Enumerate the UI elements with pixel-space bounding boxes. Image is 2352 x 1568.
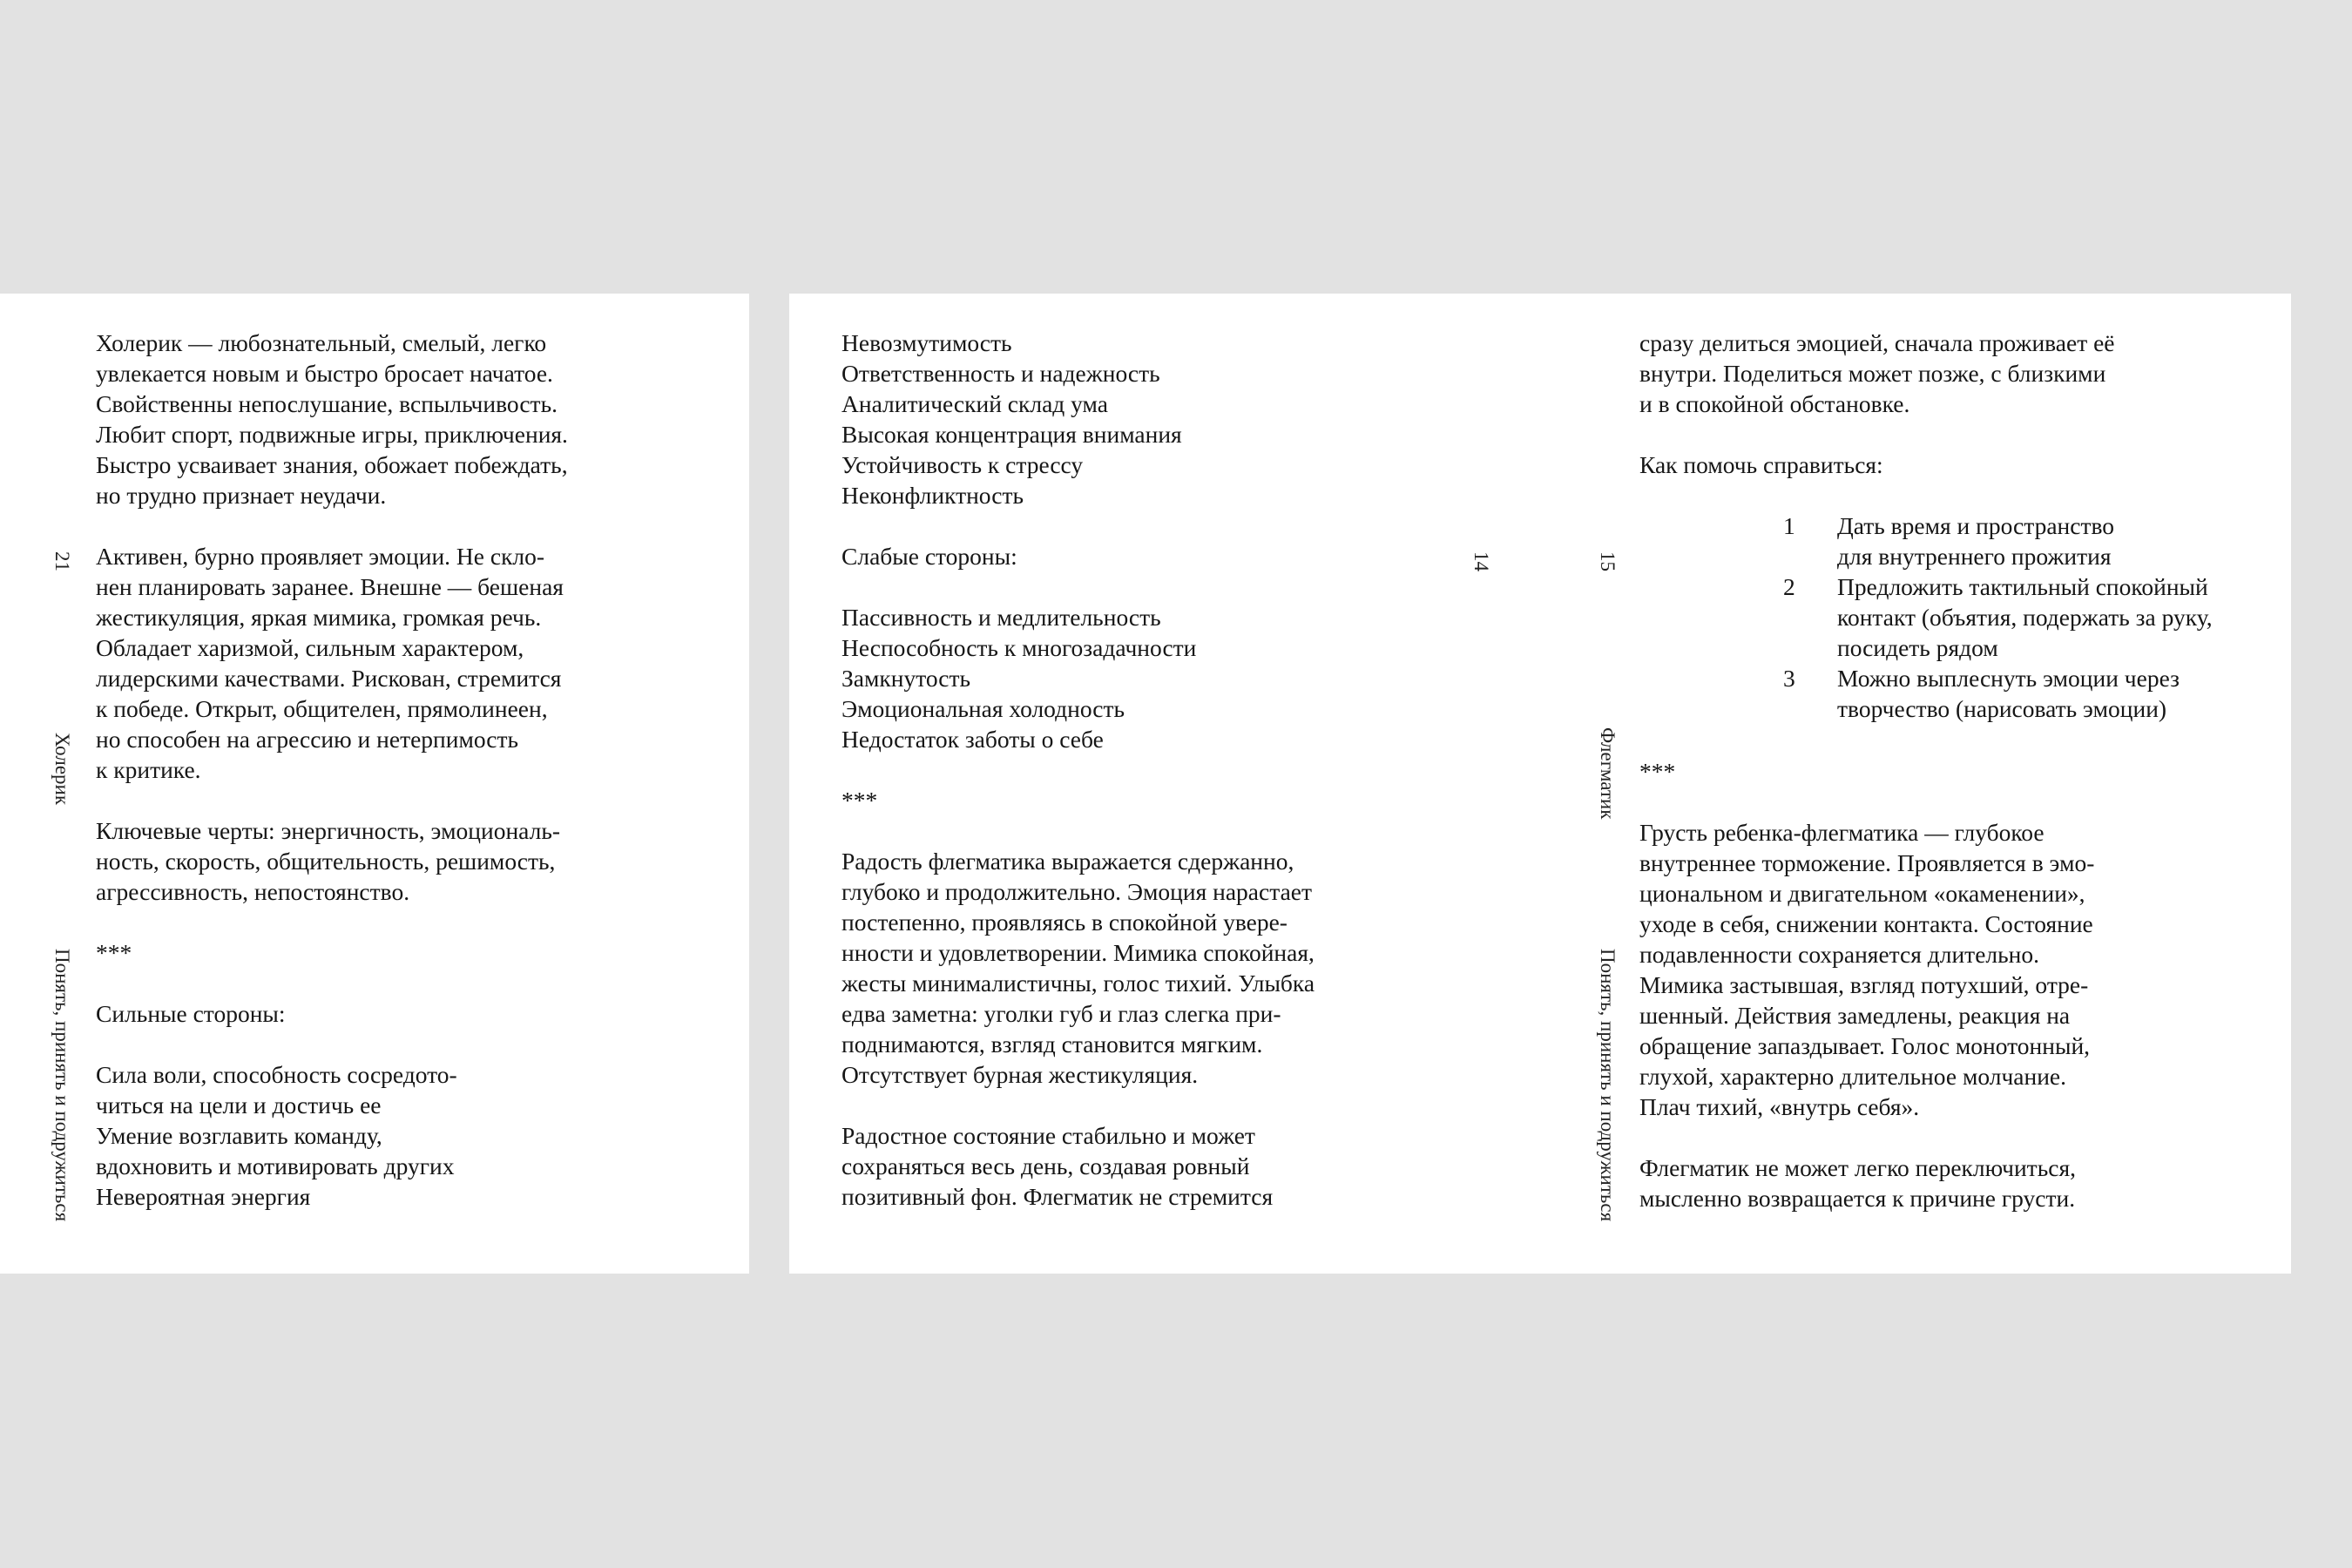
text-line: обращение запаздывает. Голос монотонный, [1639,1032,2091,1059]
right-page-left-column-text [841,328,1315,1212]
text-line: Можно выплеснуть эмоции через [1837,665,2180,692]
paragraph-gap [96,968,568,998]
text-line: Сила воли, способность сосредото- [96,1061,457,1088]
text-line: Замкнутость [841,665,971,692]
list-item-text [1837,510,2213,571]
paragraph-gap [841,815,1315,846]
text-line: Умение возглавить команду, [96,1122,382,1149]
text-line: творчество (нарисовать эмоции) [1837,695,2167,722]
text-line: подавленности сохраняется длительно. [1639,941,2040,968]
text-line: к критике. [96,756,201,783]
text-line: Сильные стороны: [96,1000,286,1027]
text-line: и в спокойной обстановке. [1639,390,1910,417]
text-line: Устойчивость к стрессу [841,451,1084,478]
text-line: Грусть ребенка-флегматика — глубокое [1639,819,2044,846]
text-line: внутри. Поделиться может позже, с близкими [1639,360,2106,387]
text-line: увлекается новым и быстро бросает начатое. [96,360,553,387]
text-line: Предложить тактильный спокойный [1837,573,2208,600]
list-number: 1 [1783,512,1795,539]
text-line: вдохновить и мотивировать других [96,1152,455,1179]
text-line: Ответственность и надежность [841,360,1160,387]
text-line: поднимаются, взгляд становится мягким. [841,1031,1263,1058]
text-line: Как помочь справиться: [1639,451,1883,478]
text-line: нен планировать заранее. Внешне — бешеная [96,573,564,600]
running-head-book-left: Понять, принять и подружиться [51,949,73,1222]
numbered-list-item [1783,571,2213,663]
text-line: посидеть рядом [1837,634,1998,661]
text-line: жестикуляция, яркая мимика, громкая речь. [96,604,542,631]
running-head-section-left: Холерик [51,733,73,806]
paragraph-gap [96,785,568,815]
text-line: Флегматик не может легко переключиться, [1639,1154,2076,1181]
text-line: Пассивность и медлительность [841,604,1161,631]
text-line: Плач тихий, «внутрь себя». [1639,1093,1920,1120]
list-item-text [1837,571,2213,663]
text-line: Мимика застывшая, взгляд потухший, отре- [1639,971,2089,998]
text-line: Эмоциональная холодность [841,695,1125,722]
text-line: постепенно, проявляясь в спокойной увере- [841,909,1288,936]
text-line: Невозмутимость [841,329,1012,356]
text-line: жесты минималистичны, голос тихий. Улыбка [841,970,1315,997]
text-line: но способен на агрессию и нетерпимость [96,726,519,753]
text-line: Недостаток заботы о себе [841,726,1104,753]
text-line: *** [841,787,878,814]
text-line: мысленно возвращается к причине грусти. [1639,1185,2076,1212]
paragraph-gap [96,907,568,937]
text-line: сразу делиться эмоцией, сначала проживает её [1639,329,2115,356]
text-line: нности и удовлетворении. Мимика спокойная, [841,939,1315,966]
text-line: Обладает харизмой, сильным характером, [96,634,524,661]
list-number: 2 [1783,573,1795,600]
running-head-section-right: Флегматик [1597,727,1619,820]
text-line: Радость флегматика выражается сдержанно, [841,848,1294,875]
text-line: лидерскими качествами. Рискован, стремится [96,665,562,692]
left-page-text [96,328,568,1212]
text-line: для внутреннего прожития [1837,543,2112,570]
paragraph-gap [96,1029,568,1059]
text-line: сохраняться весь день, создавая ровный [841,1152,1250,1179]
text-line: к победе. Открыт, общителен, прямолинеен, [96,695,548,722]
paragraph-gap [841,510,1315,541]
text-line: Холерик — любознательный, смелый, легко [96,329,547,356]
left-page [0,294,749,1274]
text-line: Неконфликтность [841,482,1024,509]
text-line: Аналитический склад ума [841,390,1108,417]
text-line: глухой, характерно длительное молчание. [1639,1063,2067,1090]
text-line: внутреннее торможение. Проявляется в эмо- [1639,849,2095,876]
text-line: едва заметна: уголки губ и глаз слегка при- [841,1000,1281,1027]
paragraph-gap [841,571,1315,602]
text-line: ность, скорость, общительность, решимость, [96,848,556,875]
page-number-left: 21 [51,551,73,571]
text-line: Слабые стороны: [841,543,1017,570]
text-line: контакт (объятия, подержать за руку, [1837,604,2213,631]
text-line: Невероятная энергия [96,1183,311,1210]
paragraph-gap [841,754,1315,785]
text-line: шенный. Действия замедлены, реакция на [1639,1002,2071,1029]
paragraph-gap [1639,419,2115,449]
right-column-after-text [1639,756,2094,1213]
text-line: но трудно признает неудачи. [96,482,387,509]
help-numbered-list [1783,510,2213,724]
text-line: Отсутствует бурная жестикуляция. [841,1061,1199,1088]
text-line: Свойственны непослушание, вспыльчивость. [96,390,558,417]
list-item-text [1837,663,2213,724]
list-number: 3 [1783,665,1795,692]
text-line: циональном и двигательном «окаменении», [1639,880,2085,907]
text-line: Неспособность к многозадачности [841,634,1197,661]
numbered-list-item [1783,510,2213,571]
page-number-14: 14 [1470,551,1492,571]
text-line: *** [1639,758,1676,785]
text-line: *** [96,939,132,966]
text-line: уходе в себя, снижении контакта. Состояние [1639,910,2093,937]
text-line: Радостное состояние стабильно и может [841,1122,1255,1149]
text-line: агрессивность, непостоянство. [96,878,410,905]
page-number-15: 15 [1597,551,1619,571]
right-page [789,294,2291,1274]
paragraph-gap [1639,1122,2094,1152]
running-head-book-right: Понять, принять и подружиться [1597,949,1619,1222]
text-line: глубоко и продолжительно. Эмоция нарастает [841,878,1312,905]
numbered-list-item [1783,663,2213,724]
text-line: Активен, бурно проявляет эмоции. Не скло- [96,543,545,570]
text-line: позитивный фон. Флегматик не стремится [841,1183,1274,1210]
text-line: Быстро усваивает знания, обожает побеждать, [96,451,568,478]
paragraph-gap [96,510,568,541]
text-line: читься на цели и достичь ее [96,1092,382,1119]
right-column-intro-text [1639,328,2115,480]
text-line: Любит спорт, подвижные игры, приключения. [96,421,568,448]
paragraph-gap [1639,787,2094,817]
text-line: Высокая концентрация внимания [841,421,1182,448]
paragraph-gap [841,1090,1315,1120]
text-line: Дать время и пространство [1837,512,2115,539]
text-line: Ключевые черты: энергичность, эмоциональ- [96,817,561,844]
